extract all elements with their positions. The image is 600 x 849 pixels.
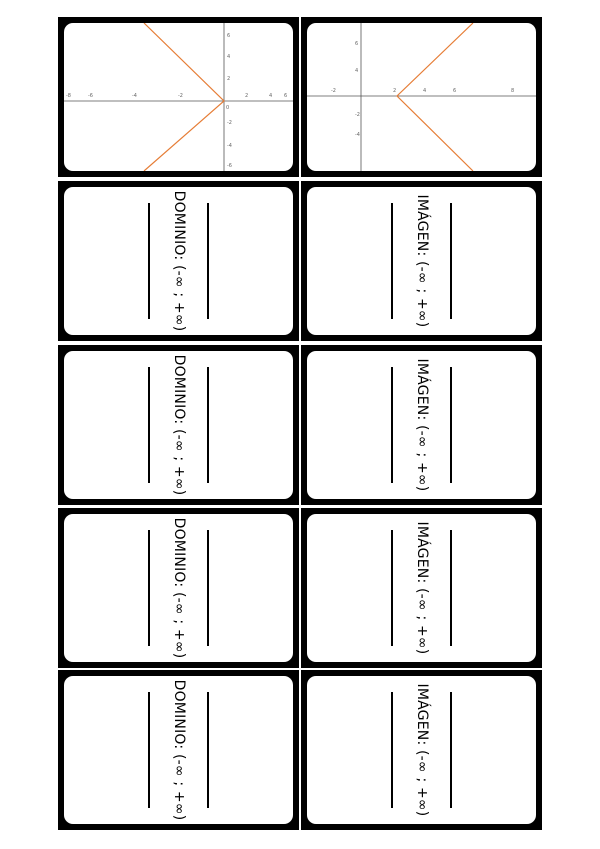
x-tick-labels [331,88,514,94]
graph-card-left [58,17,299,177]
imagen-label: IMÁGEN: (-∞ ; +∞) [414,521,430,655]
y-tick-label: -2 [355,112,360,118]
divider-line [391,203,393,319]
y-tick-label: 4 [355,68,359,74]
x-tick-label: -2 [331,88,336,94]
y-tick-label: -4 [355,132,360,138]
graph-left-plot [64,23,293,171]
x-tick-label: -4 [132,93,137,99]
divider-line [148,203,150,319]
divider-line [148,692,150,808]
divider-line [450,530,452,646]
x-tick-label: -2 [178,93,183,99]
imagen-label: IMÁGEN: (-∞ ; +∞) [414,683,430,817]
dominio-label: DOMINIO: (-∞ ; +∞) [171,190,187,332]
x-tick-labels [66,93,287,111]
y-tick-labels [355,41,360,138]
x-tick-label: 4 [423,88,427,94]
imagen-label: IMÁGEN: (-∞ ; +∞) [414,194,430,328]
divider-line [207,367,209,483]
dominio-label: DOMINIO: (-∞ ; +∞) [171,517,187,659]
y-tick-label: 4 [227,54,231,60]
divider-line [391,530,393,646]
divider-line [450,367,452,483]
x-tick-label: 6 [284,93,288,99]
x-tick-label: 6 [453,88,457,94]
divider-line [207,692,209,808]
x-tick-label: 0 [226,105,230,111]
divider-line [148,367,150,483]
dominio-label: DOMINIO: (-∞ ; +∞) [171,679,187,821]
x-tick-label: 4 [269,93,273,99]
dominio-card [58,670,299,830]
x-tick-label: 2 [245,93,249,99]
x-tick-label: 2 [393,88,397,94]
imagen-label: IMÁGEN: (-∞ ; +∞) [414,358,430,492]
imagen-card [301,508,542,668]
divider-line [207,530,209,646]
y-tick-label: -4 [227,143,232,149]
imagen-card [301,345,542,505]
divider-line [148,530,150,646]
dominio-card [58,181,299,341]
y-tick-label: -6 [227,163,232,169]
function-graph [397,23,473,171]
y-tick-label: -2 [227,120,232,126]
dominio-card [58,508,299,668]
y-tick-label: 2 [227,76,231,82]
graph-card-right [301,17,542,177]
imagen-card [301,670,542,830]
dominio-label: DOMINIO: (-∞ ; +∞) [171,354,187,496]
divider-line [207,203,209,319]
x-tick-label: 8 [511,88,515,94]
x-tick-label: -6 [88,93,93,99]
divider-line [450,203,452,319]
divider-line [391,692,393,808]
function-graph [144,23,224,171]
dominio-card [58,345,299,505]
graph-right-plot [307,23,536,171]
x-tick-label: -8 [66,93,71,99]
y-tick-label: 6 [355,41,359,47]
divider-line [391,367,393,483]
y-tick-label: 6 [227,33,231,39]
divider-line [450,692,452,808]
imagen-card [301,181,542,341]
